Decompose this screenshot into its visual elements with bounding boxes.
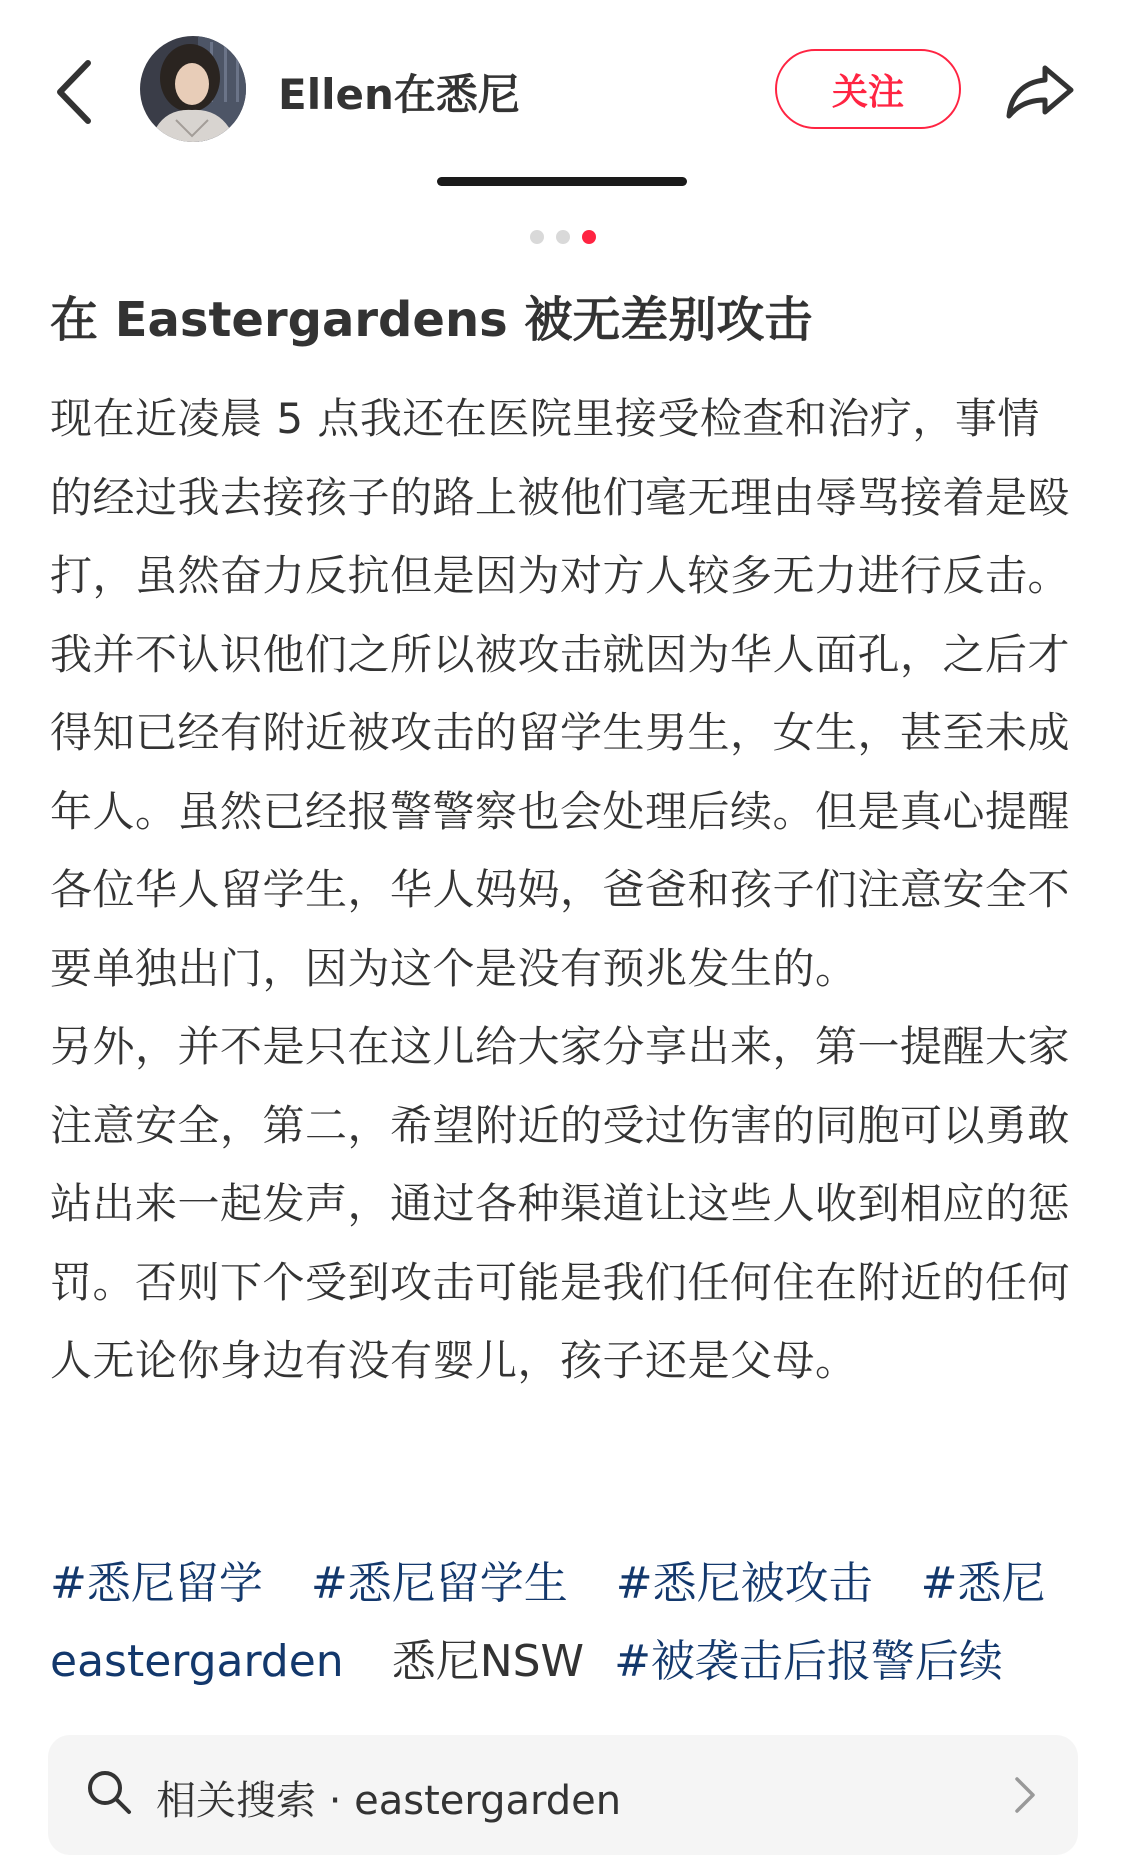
follow-button[interactable]: 关注 — [775, 49, 961, 129]
share-button[interactable] — [1000, 56, 1080, 126]
carousel-indicator — [0, 230, 1125, 244]
hashtag-link[interactable]: #悉尼留学 — [50, 1558, 263, 1609]
post-title: 在 Eastergardens 被无差别攻击 — [50, 292, 813, 348]
author-avatar-image — [140, 36, 246, 142]
chevron-right-icon — [1012, 1775, 1038, 1815]
carousel-dot — [530, 230, 544, 244]
post-paragraph: 现在近凌晨 5 点我还在医院里接受检查和治疗，事情的经过我去接孩子的路上被他们毫无理由辱骂接着是殴打，虽然奋力反抗但是因为对方人较多无力进行反击。我并不认识他们之所以被攻击就因为华人面孔，之后才得知已经有附近被攻击的留学生男生，女生，甚至未成年人。虽然已经报警警察也会处理后续。但是真心提醒各位华人留学生，华人妈妈，爸爸和孩子们注意安全不要单独出门，因为这个是没有预兆发生的。 — [50, 394, 1071, 993]
post-header — [0, 0, 1125, 180]
hashtag-link[interactable]: #悉尼被攻击 — [615, 1558, 873, 1609]
chevron-left-icon — [54, 59, 94, 125]
carousel-dot — [556, 230, 570, 244]
search-icon — [86, 1769, 132, 1815]
hashtag-link[interactable]: #悉尼eastergarden — [50, 1558, 1046, 1687]
swipe-handle[interactable] — [437, 177, 687, 186]
related-search-label: 相关搜索 · eastergarden — [156, 1778, 622, 1824]
post-tags — [50, 1545, 1080, 1701]
back-button[interactable] — [44, 52, 104, 132]
share-icon — [1005, 62, 1075, 120]
hashtag-link[interactable]: #被袭击后报警后续 — [614, 1636, 1003, 1687]
location-tag[interactable]: 悉尼NSW — [391, 1636, 585, 1687]
post-body — [50, 380, 1080, 1401]
post-paragraph: 另外，并不是只在这儿给大家分享出来，第一提醒大家注意安全，第二，希望附近的受过伤害的同胞可以勇敢站出来一起发声，通过各种渠道让这些人收到相应的惩罚。否则下个受到攻击可能是我们任何住在附近的任何人无论你身边有没有婴儿，孩子还是父母。 — [50, 1022, 1071, 1385]
hashtag-link[interactable]: #悉尼留学生 — [310, 1558, 568, 1609]
carousel-dot-active — [582, 230, 596, 244]
related-search-bar[interactable] — [48, 1735, 1078, 1855]
avatar[interactable] — [140, 36, 246, 142]
author-name[interactable]: Ellen在悉尼 — [278, 70, 520, 119]
